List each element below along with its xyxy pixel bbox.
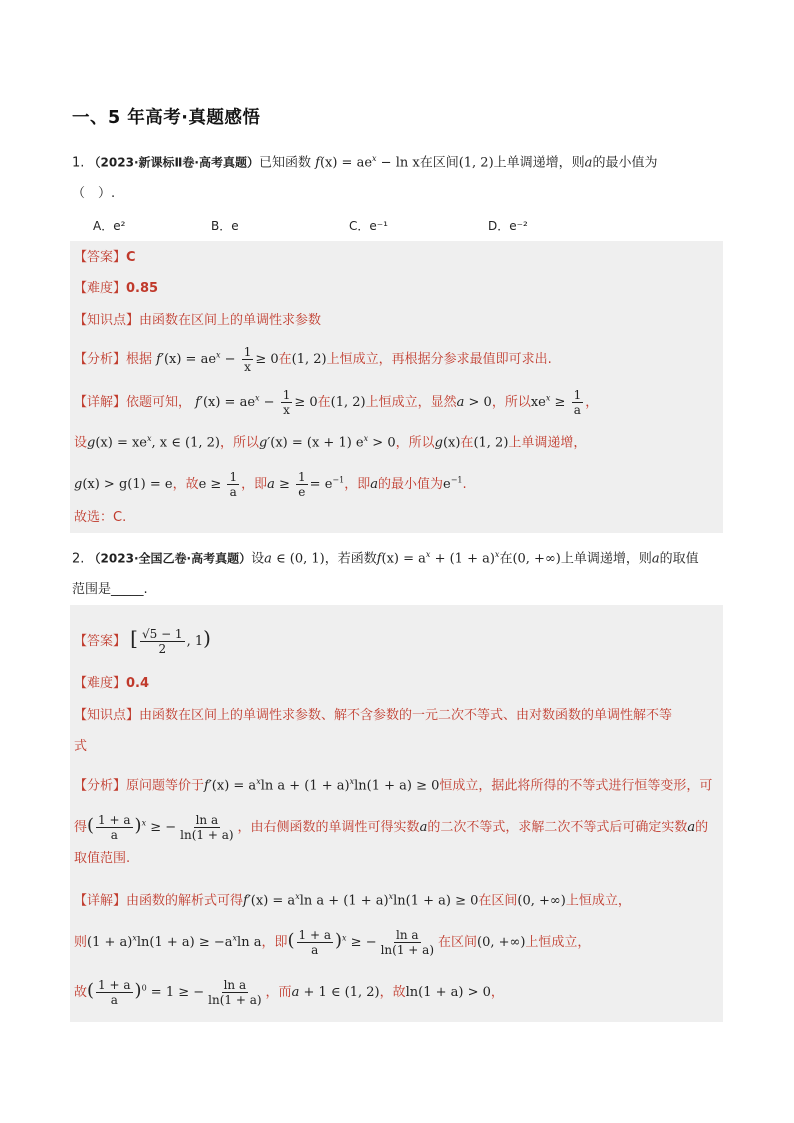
q2-detail-line3: 故( $\frac{1 + a}{a}$ )$^0$ = 1 ≥ − $\frac{\text{ln a}}{\ln(1 + a)}$ ，而a + 1 ∈ (1, 2)，故ln(1 + a) > 0，	[74, 978, 504, 1007]
q1-source: （2023·新课标Ⅱ卷·高考真题）	[88, 155, 259, 170]
q2-analysis: 【分析】原问题等价于$f'(x) = a^x\ln$ $a + (1 + a)^x\ln(1 + a) \ge 0$恒成立，据此将所得的不等式进行恒等变形，可	[74, 777, 713, 794]
q2-analysis-line3: 取值范围.	[74, 851, 131, 866]
q2-knowledge: 【知识点】由函数在区间上的单调性求参数、解不含参数的一元二次不等式、由对数函数的单调性解不等	[74, 708, 673, 723]
q1-stem-line2: （ ）.	[72, 186, 116, 201]
option-a[interactable]: A．e²	[93, 219, 126, 233]
q1-detail-line3: g(x) > g(1) = e，故e ≥ $\frac{1}{a}$ ，即a ≥ $\frac{1}{e}$ = $e^{-1}$，即a的最小值为$e^{-1}$.	[74, 470, 467, 499]
option-d[interactable]: D．e⁻²	[488, 219, 528, 233]
q1-analysis: 【分析】根据 $f'(x) = ae^x$ − $\frac{1}{x}$ ≥ 0在(1, 2)上恒成立，再根据分参求最值即可求出.	[74, 345, 552, 374]
q2-stem-line2: 范围是_____.	[72, 582, 148, 597]
q1-number: 1.	[72, 155, 85, 171]
q1-answer: 【答案】C	[74, 250, 136, 265]
q1-solution-box	[70, 241, 723, 533]
section-title: 一、5 年高考·真题感悟	[72, 108, 261, 128]
q2-knowledge-line2: 式	[74, 739, 88, 754]
q2-analysis-line2: 得( $\frac{1 + a}{a}$ )$^x$ ≥ − $\frac{\text{ln a}}{\ln(1 + a)}$ ，由右侧函数的单调性可得实数a的二次不等式，求解二次不等式后可确定实数a的	[74, 813, 709, 842]
q2-detail-line2: 则$(1 + a)^x\ln(1 + a) \ge -a^x\ln$ a，即( $\frac{1 + a}{a}$ )$^x$ ≥ − $\frac{\text{ln a}}{\ln(1 + a)}$ 在区间(0, +∞)上恒成立，	[74, 928, 591, 957]
option-c[interactable]: C．e⁻¹	[349, 219, 388, 233]
q2-stem: 2. （2023·全国乙卷·高考真题）设a ∈ (0, 1)，若函数$f(x) = a^x + (1 + a)^x$在(0, +∞)上单调递增，则a的取值	[72, 550, 699, 567]
q1-difficulty: 【难度】0.85	[74, 281, 159, 296]
q2-difficulty: 【难度】0.4	[74, 676, 150, 691]
q1-conclusion: 故选：C.	[74, 510, 127, 525]
q2-detail: 【详解】由函数的解析式可得$f'(x) = a^x\ln$ $a + (1 + a)^x\ln(1 + a) \ge 0$在区间(0, +∞)上恒成立，	[74, 892, 631, 909]
q2-answer: 【答案】 [ $\frac{√5 - 1}{2}$ , 1)	[74, 626, 211, 656]
q1-stem: 1. （2023·新课标Ⅱ卷·高考真题）已知函数 $f(x) = ae^x - \ln x$在区间(1, 2)上单调递增，则a的最小值为	[72, 154, 658, 171]
q2-source: （2023·全国乙卷·高考真题）	[88, 551, 252, 566]
option-b[interactable]: B．e	[211, 219, 239, 233]
q1-knowledge: 【知识点】由函数在区间上的单调性求参数	[74, 313, 322, 328]
q1-detail: 【详解】依题可知， $f'(x) = ae^x$ − $\frac{1}{x}$ ≥ 0在(1, 2)上恒成立，显然a > 0，所以$xe^x$ ≥ $\frac{1}{a}$ ，	[74, 388, 599, 417]
q1-detail-line2: 设$g(x) = xe^x$, x ∈ (1, 2)，所以g′(x) = (x + 1) $e^x > 0$，所以g(x)在(1, 2)上单调递增，	[74, 434, 587, 451]
q2-number: 2.	[72, 551, 85, 567]
q2-solution-box	[70, 605, 723, 1022]
